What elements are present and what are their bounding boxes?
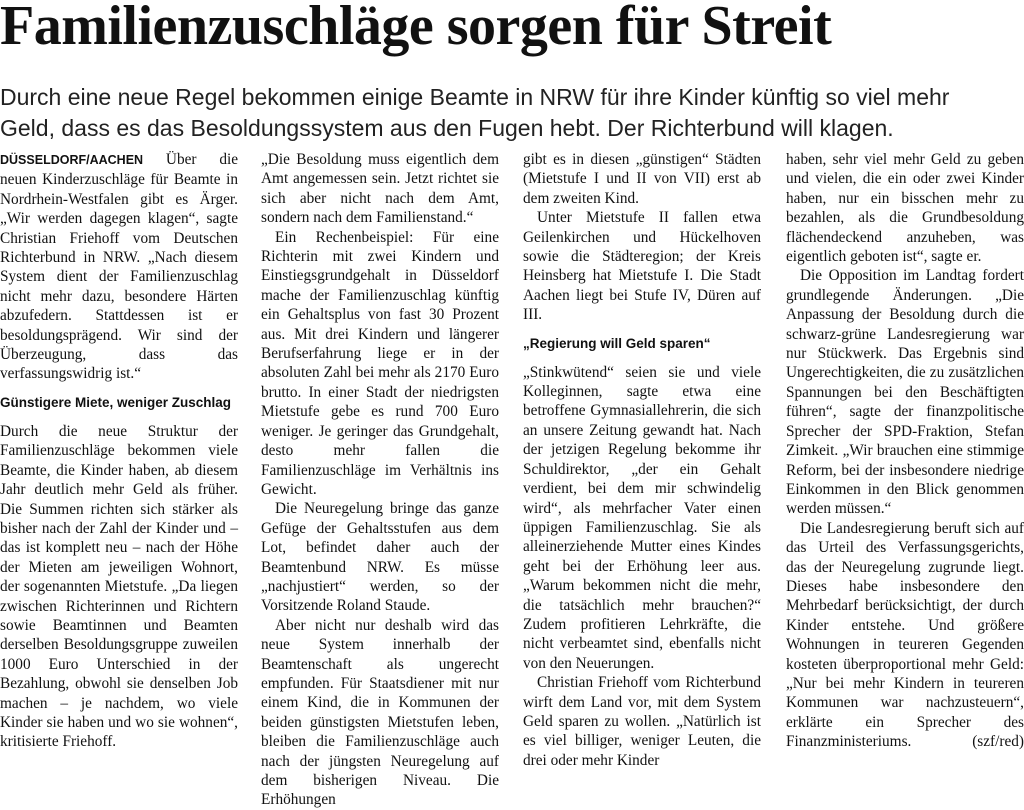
paragraph: Ein Rechenbeispiel: Für eine Richterin mit zwei Kindern und Einstiegsgrundgehalt in Düsseldorf mache der Familienzuschlag künftig ein Gehaltsplus von fast 30 Prozent aus. Mit drei Kindern und längerer Berufserfahrung liege er in der absoluten Zahl bei mehr als 2170 Euro brutto. In einer Stadt der niedrigsten Mietstufe gebe es rund 700 Euro weniger. Je geringer das Grundgehalt, desto mehr fallen die Familienzuschläge im Verhältnis ins Gewicht. xyxy=(261,228,499,498)
dateline: DÜSSELDORF/AACHEN xyxy=(0,153,144,167)
paragraph xyxy=(786,519,1024,752)
paragraph: gibt es in diesen „günstigen“ Städten (Mietstufe I und II von VII) erst ab dem zweiten Kind. xyxy=(523,151,761,207)
section-heading: „Regierung will Geld sparen“ xyxy=(523,335,711,351)
paragraph: Die Opposition im Landtag fordert grundlegende Änderungen. „Die Anpassung der Besoldung durch die schwarz-grüne Landesregierung war nur Stückwerk. Das Ergebnis sind Ungerechtigkeiten, die zu zusätzlichen Spannungen bei den Beschäftigten führen“, sagte der finanzpolitische Sprecher der SPD-Fraktion, Stefan Zimkeit. „Wir brauchen eine stimmige Reform, bei der insbesondere niedrige Einkommen in den Blick genommen werden müssen.“ xyxy=(786,267,1024,518)
column-3 xyxy=(523,150,761,769)
paragraph: Christian Friehoff vom Richterbund wirft dem Land vor, mit dem System Geld sparen zu wollen. „Natürlich ist es viel billiger, weniger Leuten, die drei oder mehr Kinder xyxy=(523,674,761,769)
paragraph-text: Die Landesregierung beruft sich auf das Urteil des Verfassungsgerichts, das der Neuregelung zugrunde liegt. Dieses habe insbesondere den Mehrbedarf berücksichtigt, der durch Kinder entstehe. Und größere Wohnungen in teureren Gegenden kosteten überproportional mehr Geld: „Nur bei mehr Kindern in teureren Kommunen war nachzusteuern“, erklärte ein Sprecher des Finanzministeriums. xyxy=(786,519,1024,751)
column-4 xyxy=(786,150,1024,751)
subheadline: Durch eine neue Regel bekommen einige Beamte in NRW für ihre Kinder künftig so viel mehr Geld, dass es das Besoldungssystem aus den Fugen hebt. Der Richterbund will klagen. xyxy=(0,84,950,141)
author-signature: (szf/red) xyxy=(972,733,1024,751)
paragraph-text: Über die neuen Kinderzuschläge für Beamte in Nordrhein-Westfalen gibt es Ärger. „Wir werden dagegen klagen“, sagte Christian Friehoff vom Deutschen Richterbund in NRW. „Nach diesem System dient der Familienzuschlag nicht mehr dazu, besondere Härten abzufedern. Stattdessen ist er besoldungsprägend. Wir sind der Überzeugung, dass das verfassungswidrig ist.“ xyxy=(0,151,239,383)
paragraph xyxy=(0,150,238,384)
paragraph: „Stinkwütend“ seien sie und viele Kolleginnen, sagte etwa eine betroffene Gymnasiallehrerin, die sich an unsere Zeitung gewandt hat. Nach der jetzigen Regelung bekomme ihr Schuldirektor, „der ein Gehalt verdient, bei dem mir schwindelig wird“, als mehrfacher Vater einen üppigen Familienzuschlag. Sie als alleinerziehende Mutter eines Kindes geht bei der Erhöhung leer aus. „Warum bekommen nicht die mehr, die tatsächlich mehr brauchen?“ Zudem profitieren Lehrkräfte, die nicht verbeamtet sind, ebenfalls nicht von den Neuerungen. xyxy=(523,363,761,672)
paragraph: Unter Mietstufe II fallen etwa Geilenkirchen und Hückelhoven sowie die Städteregion; der Kreis Heinsberg hat Mietstufe I. Die Stadt Aachen liegt bei Stufe IV, Düren auf III. xyxy=(523,209,761,324)
paragraph: Die Neuregelung bringe das ganze Gefüge der Gehaltsstufen aus dem Lot, befindet daher auch der Beamtenbund NRW. Es müsse „nachjustiert“ werden, so der Vorsitzende Roland Staude. xyxy=(261,500,499,615)
paragraph: Aber nicht nur deshalb wird das neue System innerhalb der Beamtenschaft als ungerecht empfunden. Für Staatsdiener mit nur einem Kind, die in Kommunen der beiden günstigsten Mietstufen leben, bleiben die Familienzuschläge auch nach der jüngsten Neuregelung auf dem bisherigen Niveau. Die Erhöhungen xyxy=(261,616,499,809)
column-1 xyxy=(0,150,239,751)
paragraph: „Die Besoldung muss eigentlich dem Amt angemessen sein. Jetzt richtet sie sich aber nicht nach dem Amt, sondern nach dem Familienstand.“ xyxy=(261,151,499,227)
headline: Familienzuschläge sorgen für Streit xyxy=(0,0,832,57)
column-2 xyxy=(261,150,499,809)
section-heading: Günstigere Miete, weniger Zuschlag xyxy=(0,394,232,410)
paragraph: Durch die neue Struktur der Familienzuschläge bekommen viele Beamte, die Kinder haben, ab diesem Jahr deutlich mehr Geld als früher. Die Summen richten sich stärker als bisher nach der Zahl der Kinder und – das ist komplett neu – nach der Höhe der Mieten am jeweiligen Wohnort, der sogenannten Mietstufe. „Da liegen zwischen Richterinnen und Richtern sowie Beamtinnen und Beamten derselben Besoldungsgruppe zuweilen 1000 Euro Unterschied in der Bezahlung, obwohl sie denselben Job machen – je nachdem, wo viele Kinder sie haben und wo sie wohnen“, kritisierte Friehoff. xyxy=(0,422,238,751)
paragraph: haben, sehr viel mehr Geld zu geben und vielen, die ein oder zwei Kinder haben, nur ein bisschen mehr zu bezahlen, als die Grundbesoldung flächendeckend anzuheben, was eigentlich geboten ist“, sagte er. xyxy=(786,151,1024,266)
